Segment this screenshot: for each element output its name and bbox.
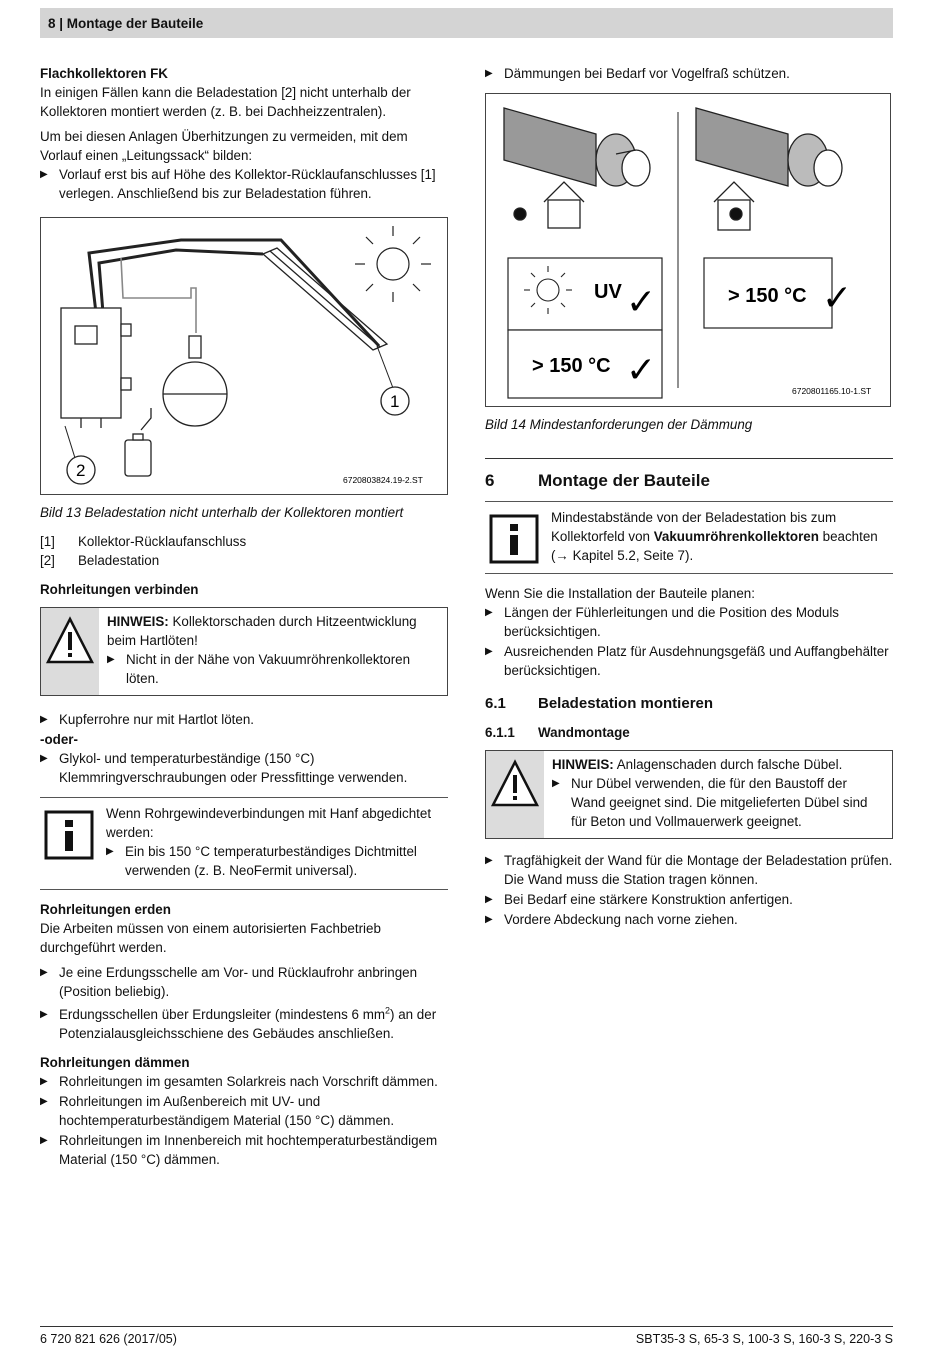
info-2-text-bold: Vakuumröhrenkollektoren (653, 529, 819, 544)
list-item-text: Erdungsschellen über Erdungsleiter (mindestens 6 mm (59, 1007, 385, 1022)
page-header (40, 8, 893, 38)
beladestation-diagram (41, 218, 447, 494)
list-item (40, 749, 448, 787)
wandmontage-list (485, 851, 893, 929)
bullet-arrow-icon: ▶ (40, 967, 48, 978)
legend-num: [1] (40, 534, 55, 549)
bullet-arrow-icon: ▶ (485, 894, 493, 905)
section-6-1-1-heading (485, 723, 893, 742)
top-list (485, 64, 893, 83)
warning-triangle-icon (486, 751, 544, 838)
plan-paragraph: Wenn Sie die Installation der Bauteile planen: (485, 586, 755, 601)
erden-list (40, 963, 448, 1043)
beladestation-icon (61, 308, 131, 428)
bullet-arrow-icon: ▶ (40, 753, 48, 764)
hinweis-1-text: Kollektorschaden durch Hitzeentwicklung beim Hartlöten! (107, 614, 417, 648)
oder-text: -oder- (40, 732, 78, 747)
list-item-text: Rohrleitungen im gesamten Solarkreis nach Vorschrift dämmen. (59, 1074, 438, 1089)
insulated-pipe-icon (696, 108, 842, 186)
list-item (40, 165, 448, 203)
bullet-arrow-icon: ▶ (485, 607, 493, 618)
sun-icon (355, 226, 431, 302)
list-item (485, 642, 893, 680)
section-6-1-1-title: Wandmontage (538, 725, 630, 740)
list-item-text: Tragfähigkeit der Wand für die Montage der Beladestation prüfen. Die Wand muss die Station tragen können. (504, 853, 893, 887)
bullet-arrow-icon: ▶ (40, 714, 48, 725)
house-indoor-icon (714, 182, 754, 230)
left-column (40, 64, 448, 1170)
hinweis-2-text: Anlagenschaden durch falsche Dübel. (613, 757, 843, 772)
hinweis-2-label: HINWEIS: (552, 757, 614, 772)
flachkollektoren-heading: Flachkollektoren FK (40, 66, 168, 81)
list-item-text: Ausreichenden Platz für Ausdehnungsgefäß und Auffangbehälter berücksichtigen. (504, 644, 889, 678)
legend-num: [2] (40, 553, 55, 568)
section-6-number: 6 (485, 470, 495, 490)
list-item-text: Glykol- und temperaturbeständige (150 °C) Klemmringverschraubungen oder Pressfittinge verwenden. (59, 751, 408, 785)
figure-13-caption: Bild 13 Beladestation nicht unterhalb der Kollektoren montiert (40, 505, 404, 520)
list-item (485, 910, 893, 929)
flachkollektoren-paragraph-1: In einigen Fällen kann die Beladestation [2] nicht unterhalb der Kollektoren montiert werden (z. B. bei Dachheizzentralen). (40, 85, 411, 119)
legend-text: Kollektor-Rücklaufanschluss (78, 534, 247, 549)
bullet-arrow-icon: ▶ (485, 68, 493, 79)
expansion-vessel-icon (163, 336, 227, 426)
collection-canister-icon (125, 408, 151, 476)
bullet-arrow-icon: ▶ (106, 846, 114, 857)
warning-triangle-icon (41, 608, 99, 695)
list-item (485, 890, 893, 909)
list-item (40, 963, 448, 1001)
footer-models: SBT35-3 S, 65-3 S, 100-3 S, 160-3 S, 220-3 S (635, 1332, 893, 1346)
list-item-text: Vorlauf erst bis auf Höhe des Kollektor-Rücklaufanschlusses [1] verlegen. Anschließend bis zur Beladestation führen. (59, 167, 436, 201)
flachkollektoren-paragraph-2: Um bei diesen Anlagen Überhitzungen zu vermeiden, mit dem Vorlauf einen „Leitungssack“ bilden: (40, 129, 408, 163)
bullet-arrow-icon: ▶ (485, 646, 493, 657)
hinweis-box-2 (485, 750, 893, 839)
bullet-arrow-icon: ▶ (485, 914, 493, 925)
legend-item (40, 532, 448, 551)
bullet-arrow-icon: ▶ (107, 654, 115, 665)
verbinden-list-2 (40, 749, 448, 787)
list-item (40, 1092, 448, 1130)
info-1-text: Wenn Rohrgewindeverbindungen mit Hanf abgedichtet werden: (106, 806, 432, 840)
plan-list (485, 603, 893, 680)
callout-2-label: 2 (76, 461, 86, 480)
temp-label-2: > 150 °C (728, 285, 807, 307)
rohrleitungen-erden-heading: Rohrleitungen erden (40, 902, 171, 917)
insulated-pipe-icon (504, 108, 650, 186)
list-item-text: Ein bis 150 °C temperaturbeständiges Dichtmittel verwenden (z. B. NeoFermit universal). (125, 844, 417, 878)
temp-label-1: > 150 °C (532, 355, 611, 377)
figure-14 (485, 93, 891, 407)
list-item (40, 1072, 448, 1091)
list-item (40, 710, 448, 729)
bullet-arrow-icon: ▶ (485, 855, 493, 866)
hinweis-1-label: HINWEIS: (107, 614, 169, 629)
header-title: 8 | Montage der Bauteile (48, 16, 204, 31)
footer-doc-number: 6 720 821 626 (2017/05) (40, 1332, 177, 1346)
info-box-1 (40, 797, 448, 890)
figure-13-legend (40, 532, 448, 570)
section-6-1-1-number: 6.1.1 (485, 725, 515, 740)
erden-paragraph: Die Arbeiten müssen von einem autorisierten Fachbetrieb durchgeführt werden. (40, 921, 381, 955)
list-item-text: ) an der Potenzialausgleichsschiene des Gebäudes anschließen. (59, 1007, 437, 1041)
list-item (107, 650, 439, 688)
list-item-text: Je eine Erdungsschelle am Vor- und Rücklaufrohr anbringen (Position beliebig). (59, 965, 418, 999)
info-2-text-b: beachten (→ Kapitel 5.2, Seite 7). (551, 529, 878, 563)
uv-label: UV (594, 281, 622, 303)
checkmark-icon: ✓ (822, 278, 853, 319)
list-item-text: Kupferrohre nur mit Hartlot löten. (59, 712, 254, 727)
info-2-text-a: Mindestabstände von der Beladestation bis zum Kollektorfeld von (551, 510, 837, 544)
daemmung-diagram (486, 94, 890, 406)
hinweis-box-1 (40, 607, 448, 696)
info-icon (40, 804, 98, 881)
rohrleitungen-verbinden-heading: Rohrleitungen verbinden (40, 582, 199, 597)
legend-item (40, 551, 448, 570)
page-footer (40, 1326, 893, 1346)
info-box-2 (485, 501, 893, 574)
bullet-arrow-icon: ▶ (40, 1096, 48, 1107)
bullet-arrow-icon: ▶ (40, 169, 48, 180)
checkmark-icon: ✓ (626, 350, 657, 391)
figure-14-code: 6720801165.10-1.ST (792, 386, 872, 396)
list-item-text: Längen der Fühlerleitungen und die Position des Moduls berücksichtigen. (504, 605, 839, 639)
right-column (485, 64, 893, 930)
list-item (485, 64, 893, 83)
list-item-text: Rohrleitungen im Außenbereich mit UV- und hochtemperaturbeständigem Material (150 °C) dämmen. (59, 1094, 395, 1128)
list-item-text: Rohrleitungen im Innenbereich mit hochtemperaturbeständigem Material (150 °C) dämmen. (59, 1133, 438, 1167)
list-item (485, 603, 893, 641)
list-item-text: Vordere Abdeckung nach vorne ziehen. (504, 912, 738, 927)
section-6-1-title: Beladestation montieren (538, 695, 714, 712)
bullet-arrow-icon: ▶ (40, 1135, 48, 1146)
superscript: 2 (385, 1005, 391, 1016)
legend-text: Beladestation (78, 553, 160, 568)
info-icon (485, 508, 543, 565)
bullet-arrow-icon: ▶ (40, 1009, 48, 1020)
rohrleitungen-daemmen-heading: Rohrleitungen dämmen (40, 1055, 190, 1070)
list-item (40, 1005, 448, 1043)
callout-1-label: 1 (390, 392, 400, 411)
section-6-1-number: 6.1 (485, 695, 506, 712)
house-outdoor-icon (514, 182, 584, 228)
figure-13 (40, 217, 448, 495)
bullet-arrow-icon: ▶ (552, 778, 560, 789)
figure-14-caption: Bild 14 Mindestanforderungen der Dämmung (485, 417, 753, 432)
list-item-text: Nur Dübel verwenden, die für den Baustoff der Wand geeignet sind. Die mitgelieferten Dübel sind für Beton und Vollmauerwerk geeignet. (571, 776, 868, 829)
bullet-arrow-icon: ▶ (40, 1076, 48, 1087)
list-item-text: Nicht in der Nähe von Vakuumröhrenkollektoren löten. (126, 652, 411, 686)
verbinden-list (40, 710, 448, 729)
list-item (485, 851, 893, 889)
list-item (40, 1131, 448, 1169)
list-item (106, 842, 448, 880)
flachkollektoren-list (40, 165, 448, 203)
checkmark-icon: ✓ (626, 282, 657, 323)
list-item-text: Bei Bedarf eine stärkere Konstruktion anfertigen. (504, 892, 793, 907)
list-item (552, 774, 884, 831)
section-6-heading (485, 459, 893, 501)
list-item-text: Dämmungen bei Bedarf vor Vogelfraß schützen. (504, 66, 790, 81)
section-6-title: Montage der Bauteile (538, 470, 710, 490)
daemmen-list (40, 1072, 448, 1169)
figure-13-code: 6720803824.19-2.ST (343, 475, 423, 485)
section-6-1-heading (485, 694, 893, 713)
